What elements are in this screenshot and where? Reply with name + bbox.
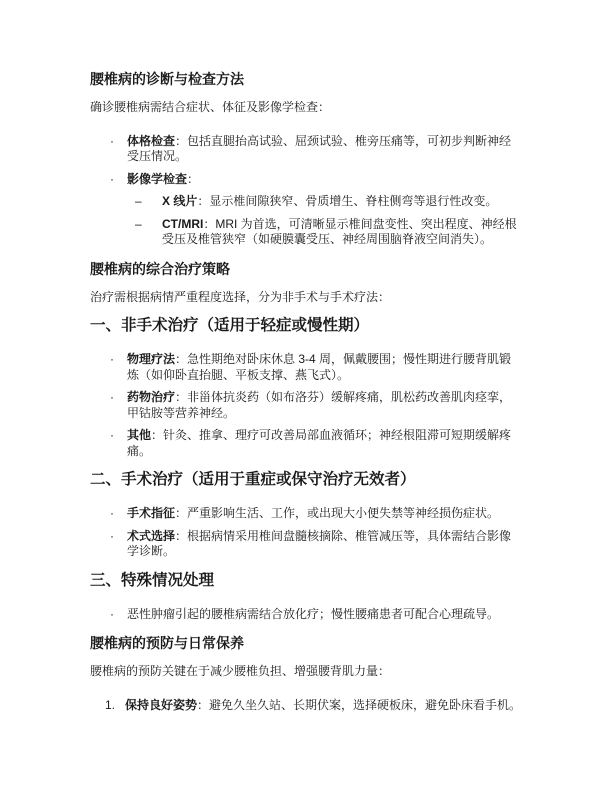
bullet-icon: · — [110, 390, 114, 404]
list-item-body: ：非甾体抗炎药（如布洛芬）缓解疼痛，肌松药改善肌肉痉挛，甲钴胺等营养神经。 — [127, 390, 512, 420]
list-item-term: 手术指征 — [127, 506, 176, 520]
number-marker: 1. — [105, 697, 116, 712]
list-item-body: ：根据病情采用椎间盘髓核摘除、椎管减压等，具体需结合影像学诊断。 — [127, 528, 512, 558]
special-cases-list — [90, 607, 522, 623]
bullet-icon: · — [110, 171, 114, 186]
surgical-list — [90, 506, 522, 560]
list-item-term: 影像学检查 — [127, 171, 188, 186]
heading-nonsurgical: 一、非手术治疗（适用于轻症或慢性期） — [90, 317, 370, 334]
list-item-term: 保持良好姿势 — [125, 697, 198, 712]
bullet-icon: · — [110, 428, 114, 442]
list-item-physical-exam — [90, 134, 522, 165]
list-item-body: ：显示椎间隙狭窄、骨质增生、脊柱侧弯等退行性改变。 — [197, 194, 498, 208]
list-item-text — [127, 529, 522, 560]
list-item-term: CT/MRI — [162, 216, 204, 231]
list-item-text — [127, 607, 522, 623]
heading-treatment: 腰椎病的综合治疗策略 — [90, 260, 230, 277]
list-item-body: ：严重影响生活、工作，或出现大小便失禁等神经损伤症状。 — [175, 506, 500, 520]
diagnosis-list — [90, 134, 522, 248]
list-item-text — [127, 352, 522, 383]
dash-icon: – — [135, 216, 142, 231]
list-item-body: ：包括直腿抬高试验、屈颈试验、椎旁压痛等，可初步判断神经受压情况。 — [127, 133, 512, 163]
bullet-icon: · — [110, 528, 114, 543]
heading-diagnosis: 腰椎病的诊断与检查方法 — [90, 71, 244, 87]
list-item-other-therapy — [90, 428, 522, 459]
list-item-surgery-indication — [90, 506, 522, 522]
list-item-text — [127, 428, 522, 459]
list-item-text — [162, 194, 522, 210]
list-item-term: 药物治疗 — [127, 390, 176, 404]
list-item-term: 物理疗法 — [127, 352, 176, 366]
paragraph-prevention-intro: 腰椎病的预防关键在于减少腰椎负担、增强腰背肌力量： — [90, 664, 391, 678]
prevention-list — [90, 698, 522, 714]
bullet-icon: · — [110, 606, 114, 621]
list-item-special-case — [90, 607, 522, 623]
bullet-icon: · — [110, 133, 114, 148]
list-item-term: X 线片 — [162, 194, 198, 208]
list-item-term: 其他 — [127, 428, 152, 442]
bullet-icon: · — [110, 506, 114, 520]
paragraph-diagnosis-intro: 确诊腰椎病需结合症状、体征及影像学检查： — [90, 100, 331, 114]
list-item-medication — [90, 390, 522, 421]
heading-prevention: 腰椎病的预防与日常保养 — [90, 635, 244, 651]
list-item-text — [125, 698, 522, 714]
list-item-body: ：避免久坐久站、长期伏案，选择硬板床，避免卧床看手机。 — [197, 697, 522, 712]
list-item-text — [127, 506, 522, 522]
list-item-imaging — [90, 172, 522, 188]
dash-icon: – — [135, 194, 142, 208]
list-item-term: 术式选择 — [127, 528, 176, 543]
list-item-term: 体格检查 — [127, 133, 176, 148]
list-item-text — [127, 172, 522, 188]
list-item-xray — [90, 194, 522, 210]
heading-surgical: 二、手术治疗（适用于重症或保守治疗无效者） — [90, 471, 416, 488]
list-item-physiotherapy — [90, 352, 522, 383]
list-item-body: ：急性期绝对卧床休息 3-4 周，佩戴腰围；慢性期进行腰背肌锻炼（如仰卧直抬腿、平板支撑、燕飞式）。 — [127, 352, 512, 382]
bullet-icon: · — [110, 352, 114, 366]
heading-special-cases: 三、特殊情况处理 — [90, 571, 215, 589]
list-item-body: ：MRI 为首选，可清晰显示椎间盘变性、突出程度、神经根受压及椎管狭窄（如硬膜囊受压、神经周围脑脊液空间消失）。 — [162, 216, 517, 246]
list-item-text — [127, 134, 522, 165]
paragraph-treatment-intro: 治疗需根据病情严重程度选择，分为非手术与手术疗法： — [90, 289, 391, 304]
list-item-surgery-procedure — [90, 529, 522, 560]
list-item-posture — [90, 698, 522, 714]
list-item-body: 恶性肿瘤引起的腰椎病需结合放化疗；慢性腰痛患者可配合心理疏导。 — [127, 606, 500, 621]
list-item-text — [127, 390, 522, 421]
list-item-body: ： — [187, 171, 200, 186]
nonsurgical-list — [90, 352, 522, 459]
list-item-body: ：针灸、推拿、理疗可改善局部血液循环；神经根阻滞可短期缓解疼痛。 — [127, 428, 512, 458]
list-item-ct-mri — [90, 217, 522, 248]
list-item-text — [162, 217, 522, 248]
